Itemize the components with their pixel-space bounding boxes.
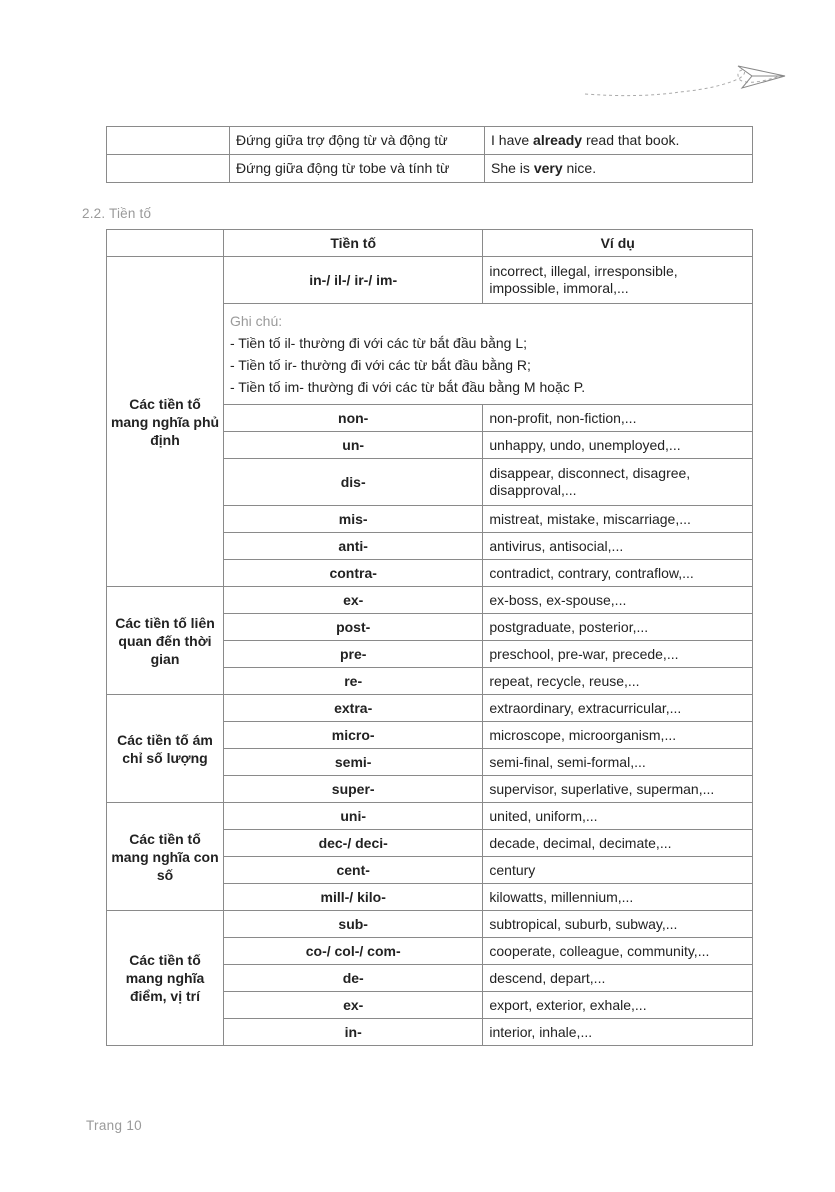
table-row [107, 695, 753, 722]
example-cell: supervisor, superlative, superman,... [483, 776, 753, 803]
header-row [107, 230, 753, 257]
example-cell: kilowatts, millennium,... [483, 884, 753, 911]
prefix-table [106, 229, 753, 1046]
prefix-cell: cent- [223, 857, 482, 884]
note-line: - Tiền tố il- thường đi với các từ bắt đầu bằng L; [229, 335, 528, 351]
prefix-cell: ex- [223, 992, 482, 1019]
example-cell: subtropical, suburb, subway,... [483, 911, 753, 938]
example-cell: extraordinary, extracurricular,... [483, 695, 753, 722]
example-cell [485, 127, 753, 155]
prefix-header: Tiền tố [223, 230, 482, 257]
example-cell: export, exterior, exhale,... [483, 992, 753, 1019]
prefix-cell: contra- [223, 560, 482, 587]
prefix-cell: dis- [223, 459, 482, 506]
example-cell: united, uniform,... [483, 803, 753, 830]
prefix-cell: in- [223, 1019, 482, 1046]
prefix-cell: dec-/ deci- [223, 830, 482, 857]
note-line: - Tiền tố im- thường đi với các từ bắt đầu bằng M hoặc P. [229, 379, 586, 395]
example-cell: interior, inhale,... [483, 1019, 753, 1046]
example-cell: contradict, contrary, contraflow,... [483, 560, 753, 587]
empty-cell [107, 155, 230, 183]
example-text: She is [491, 160, 534, 176]
prefix-cell: pre- [223, 641, 482, 668]
example-cell: century [483, 857, 753, 884]
example-cell: repeat, recycle, reuse,... [483, 668, 753, 695]
example-cell: unhappy, undo, unemployed,... [483, 432, 753, 459]
example-header: Ví dụ [483, 230, 753, 257]
prefix-cell: micro- [223, 722, 482, 749]
example-cell: ex-boss, ex-spouse,... [483, 587, 753, 614]
example-text: I have [491, 132, 534, 148]
table-row [107, 911, 753, 938]
group-label-position: Các tiền tố mang nghĩa điểm, vị trí [107, 911, 224, 1046]
prefix-cell: de- [223, 965, 482, 992]
prefix-cell: co-/ col-/ com- [223, 938, 482, 965]
prefix-cell: un- [223, 432, 482, 459]
page-number: Trang 10 [86, 1118, 142, 1133]
example-text: nice. [562, 160, 597, 176]
group-label-number: Các tiền tố mang nghĩa con số [107, 803, 224, 911]
example-cell: semi-final, semi-formal,... [483, 749, 753, 776]
table-row [107, 257, 753, 304]
prefix-cell: post- [223, 614, 482, 641]
prefix-cell: re- [223, 668, 482, 695]
adverb-position-table [106, 126, 753, 183]
table-row [107, 587, 753, 614]
example-cell: incorrect, illegal, irresponsible, impossible, immoral,... [483, 257, 753, 304]
example-cell: antivirus, antisocial,... [483, 533, 753, 560]
empty-cell [107, 127, 230, 155]
position-cell: Đứng giữa động từ tobe và tính từ [230, 155, 485, 183]
prefix-cell: mis- [223, 506, 482, 533]
prefix-cell: uni- [223, 803, 482, 830]
example-bold: already [533, 132, 583, 148]
prefix-cell: non- [223, 405, 482, 432]
group-label-time: Các tiền tố liên quan đến thời gian [107, 587, 224, 695]
prefix-cell: super- [223, 776, 482, 803]
example-bold: very [533, 160, 563, 176]
example-cell: mistreat, mistake, miscarriage,... [483, 506, 753, 533]
example-text: read that book. [582, 132, 680, 148]
example-cell: disappear, disconnect, disagree, disapproval,... [483, 459, 753, 506]
example-cell: cooperate, colleague, community,... [483, 938, 753, 965]
group-label-negative: Các tiền tố mang nghĩa phủ định [107, 257, 224, 587]
prefix-cell: in-/ il-/ ir-/ im- [223, 257, 482, 304]
empty-header-cell [107, 230, 224, 257]
group-label-quantity: Các tiền tố ám chỉ số lượng [107, 695, 224, 803]
table-row [107, 127, 753, 155]
paper-plane-icon [580, 58, 790, 100]
prefix-cell: extra- [223, 695, 482, 722]
section-title: 2.2. Tiền tố [82, 206, 152, 221]
position-cell: Đứng giữa trợ động từ và động từ [230, 127, 485, 155]
example-cell: microscope, microorganism,... [483, 722, 753, 749]
example-cell: preschool, pre-war, precede,... [483, 641, 753, 668]
note-line: - Tiền tố ir- thường đi với các từ bắt đầu bằng R; [229, 357, 531, 373]
prefix-cell: anti- [223, 533, 482, 560]
prefix-cell: mill-/ kilo- [223, 884, 482, 911]
table-row [107, 155, 753, 183]
example-cell: decade, decimal, decimate,... [483, 830, 753, 857]
note-title: Ghi chú: [229, 313, 283, 329]
example-cell: postgraduate, posterior,... [483, 614, 753, 641]
note-cell [223, 304, 752, 405]
prefix-cell: ex- [223, 587, 482, 614]
example-cell: descend, depart,... [483, 965, 753, 992]
example-cell: non-profit, non-fiction,... [483, 405, 753, 432]
table-row [107, 803, 753, 830]
prefix-cell: sub- [223, 911, 482, 938]
prefix-cell: semi- [223, 749, 482, 776]
example-cell [485, 155, 753, 183]
